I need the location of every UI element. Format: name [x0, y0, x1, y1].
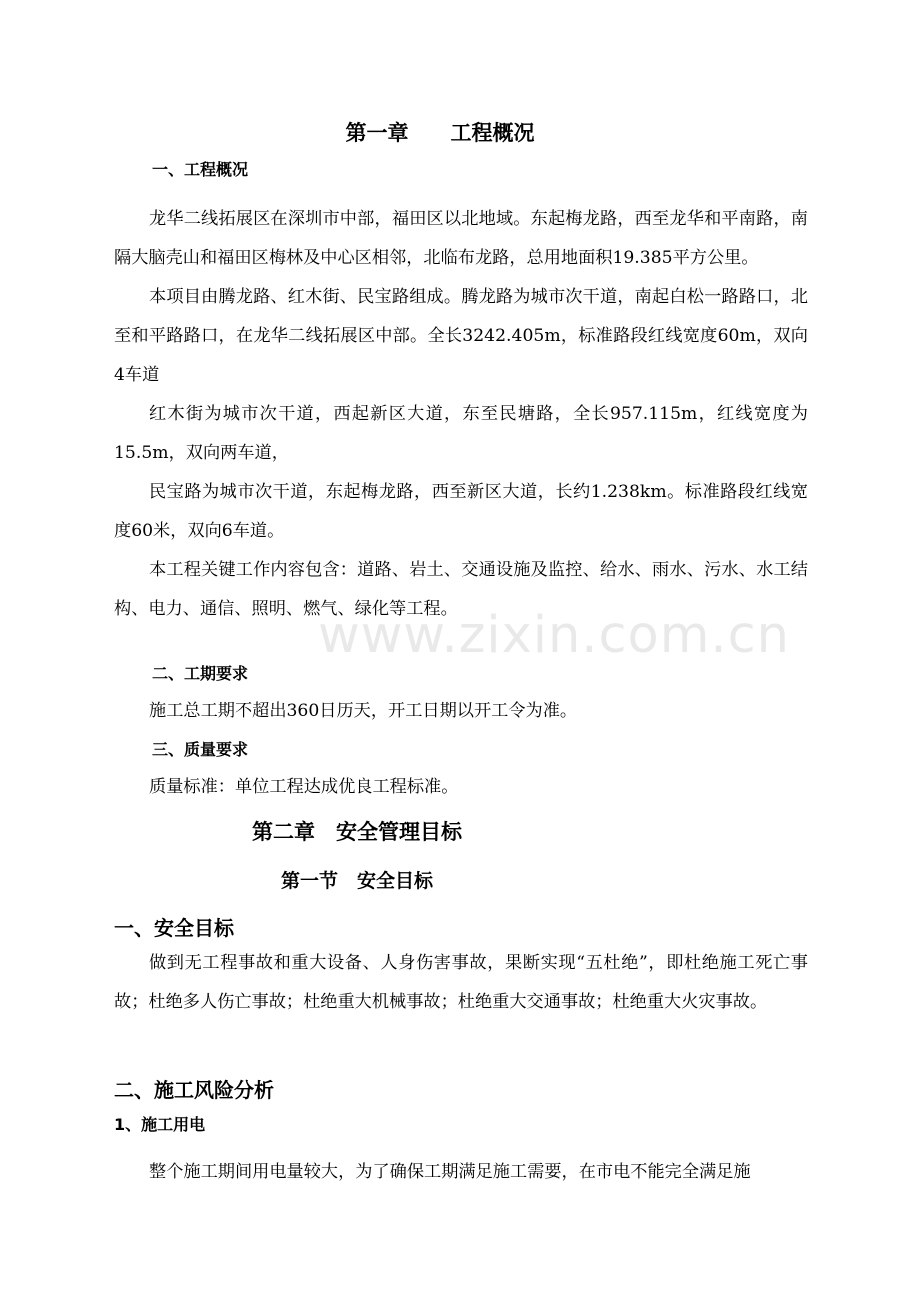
- section-heading-overview: 一、工程概况: [152, 160, 249, 179]
- chapter1-body: [114, 200, 808, 629]
- schedule-body: [114, 692, 808, 731]
- heading-risk-analysis: 二、施工风险分析: [114, 1078, 274, 1102]
- paragraph-work-scope: 本工程关键工作内容包含：道路、岩土、交通设施及监控、给水、雨水、污水、水工结构、电力、通信、照明、燃气、绿化等工程。: [114, 560, 808, 619]
- section-heading-quality: 三、质量要求: [152, 740, 249, 759]
- safety-goal-body: [114, 944, 808, 1022]
- section-heading-schedule: 二、工期要求: [152, 664, 249, 683]
- paragraph-tenglong-road: 本项目由腾龙路、红木街、民宝路组成。腾龙路为城市次干道，南起白松一路路口，北至和平路路口，在龙华二线拓展区中部。全长3242.405m，标准路段红线宽度60m，双向4车道: [114, 287, 808, 385]
- chapter2-section-title: 第一节 安全目标: [280, 870, 433, 892]
- quality-body: [114, 768, 808, 807]
- paragraph-safety-goal: 做到无工程事故和重大设备、人身伤害事故，果断实现“五杜绝”，即杜绝施工死亡事故；杜绝多人伤亡事故；杜绝重大机械事故；杜绝重大交通事故；杜绝重大火灾事故。: [114, 953, 808, 1012]
- paragraph-location: 龙华二线拓展区在深圳市中部，福田区以北地域。东起梅龙路，西至龙华和平南路，南隔大脑壳山和福田区梅林及中心区相邻，北临布龙路，总用地面积19.385平方公里。: [114, 209, 808, 268]
- paragraph-minbao-road: 民宝路为城市次干道，东起梅龙路，西至新区大道，长约1.238km。标准路段红线宽度60米，双向6车道。: [114, 482, 808, 541]
- subheading-construction-power: 1、施工用电: [114, 1115, 206, 1134]
- paragraph-schedule: 施工总工期不超出360日历天，开工日期以开工令为准。: [149, 701, 578, 721]
- heading-safety-goal: 一、安全目标: [114, 916, 234, 940]
- watermark: www.zixin.com.cn: [318, 606, 790, 665]
- paragraph-quality: 质量标准：单位工程达成优良工程标准。: [149, 777, 459, 797]
- paragraph-construction-power: 整个施工期间用电量较大，为了确保工期满足施工需要，在市电不能完全满足施: [149, 1162, 751, 1182]
- chapter2-title: 第二章 安全管理目标: [252, 820, 462, 844]
- paragraph-hongmu-street: 红木街为城市次干道，西起新区大道，东至民塘路，全长957.115m，红线宽度为15.5m，双向两车道，: [114, 404, 808, 463]
- construction-power-body: [114, 1153, 808, 1192]
- chapter1-title: 第一章 工程概况: [345, 121, 535, 145]
